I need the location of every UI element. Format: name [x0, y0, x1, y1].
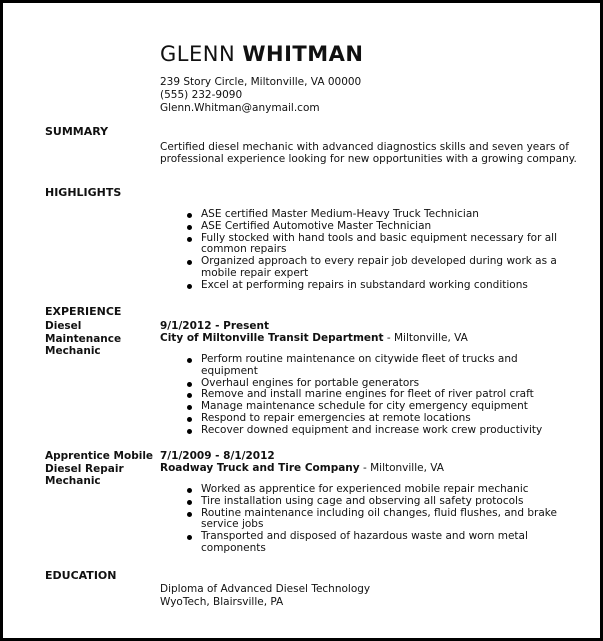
list-item: Excel at performing repairs in substandard working conditions — [185, 280, 565, 292]
summary-text: Certified diesel mechanic with advanced diagnostics skills and seven years of professional experience looking for new opportunities with a growing company. — [160, 141, 577, 165]
job-duties-list — [185, 484, 565, 555]
experience-heading: EXPERIENCE — [45, 305, 122, 318]
list-item: Perform routine maintenance on citywide fleet of trucks and equipment — [185, 354, 565, 378]
job-title: Apprentice Mobile Diesel Repair Mechanic — [45, 450, 154, 487]
education-degree: Diploma of Advanced Diesel Technology — [160, 583, 371, 595]
company-location: - Miltonville, VA — [383, 332, 468, 344]
job-employer — [160, 332, 468, 344]
list-item: Worked as apprentice for experienced mobile repair mechanic — [185, 484, 565, 496]
job-duties-list — [185, 354, 565, 437]
education-heading: EDUCATION — [45, 569, 117, 582]
first-name: GLENN — [160, 42, 236, 66]
job-title: Diesel Maintenance Mechanic — [45, 320, 122, 357]
address: 239 Story Circle, Miltonville, VA 00000 — [160, 76, 362, 88]
applicant-name — [160, 42, 363, 66]
list-item: ASE certified Master Medium-Heavy Truck Technician — [185, 209, 565, 221]
list-item: Remove and install marine engines for fleet of river patrol craft — [185, 389, 565, 401]
list-item: Respond to repair emergencies at remote locations — [185, 413, 565, 425]
job-dates: 9/1/2012 - Present — [160, 320, 270, 332]
last-name: WHITMAN — [242, 42, 364, 66]
job-dates: 7/1/2009 - 8/1/2012 — [160, 450, 275, 462]
list-item: Manage maintenance schedule for city emergency equipment — [185, 401, 565, 413]
email: Glenn.Whitman@anymail.com — [160, 102, 320, 114]
list-item: Tire installation using cage and observing all safety protocols — [185, 496, 565, 508]
list-item: Routine maintenance including oil changes, fluid flushes, and brake service jobs — [185, 508, 565, 532]
list-item: Overhaul engines for portable generators — [185, 378, 565, 390]
list-item: Recover downed equipment and increase work crew productivity — [185, 425, 565, 437]
education-school: WyoTech, Blairsville, PA — [160, 596, 284, 608]
summary-heading: SUMMARY — [45, 125, 109, 138]
highlights-list — [185, 209, 565, 292]
job-employer — [160, 462, 444, 474]
company-name: City of Miltonville Transit Department — [160, 332, 384, 344]
company-name: Roadway Truck and Tire Company — [160, 462, 360, 474]
highlights-heading: HIGHLIGHTS — [45, 186, 122, 199]
list-item: Organized approach to every repair job developed during work as a mobile repair expert — [185, 256, 565, 280]
list-item: ASE Certified Automotive Master Technician — [185, 221, 565, 233]
list-item: Transported and disposed of hazardous waste and worn metal components — [185, 531, 565, 555]
phone: (555) 232-9090 — [160, 89, 243, 101]
company-location: - Miltonville, VA — [359, 462, 444, 474]
list-item: Fully stocked with hand tools and basic equipment necessary for all common repairs — [185, 233, 565, 257]
